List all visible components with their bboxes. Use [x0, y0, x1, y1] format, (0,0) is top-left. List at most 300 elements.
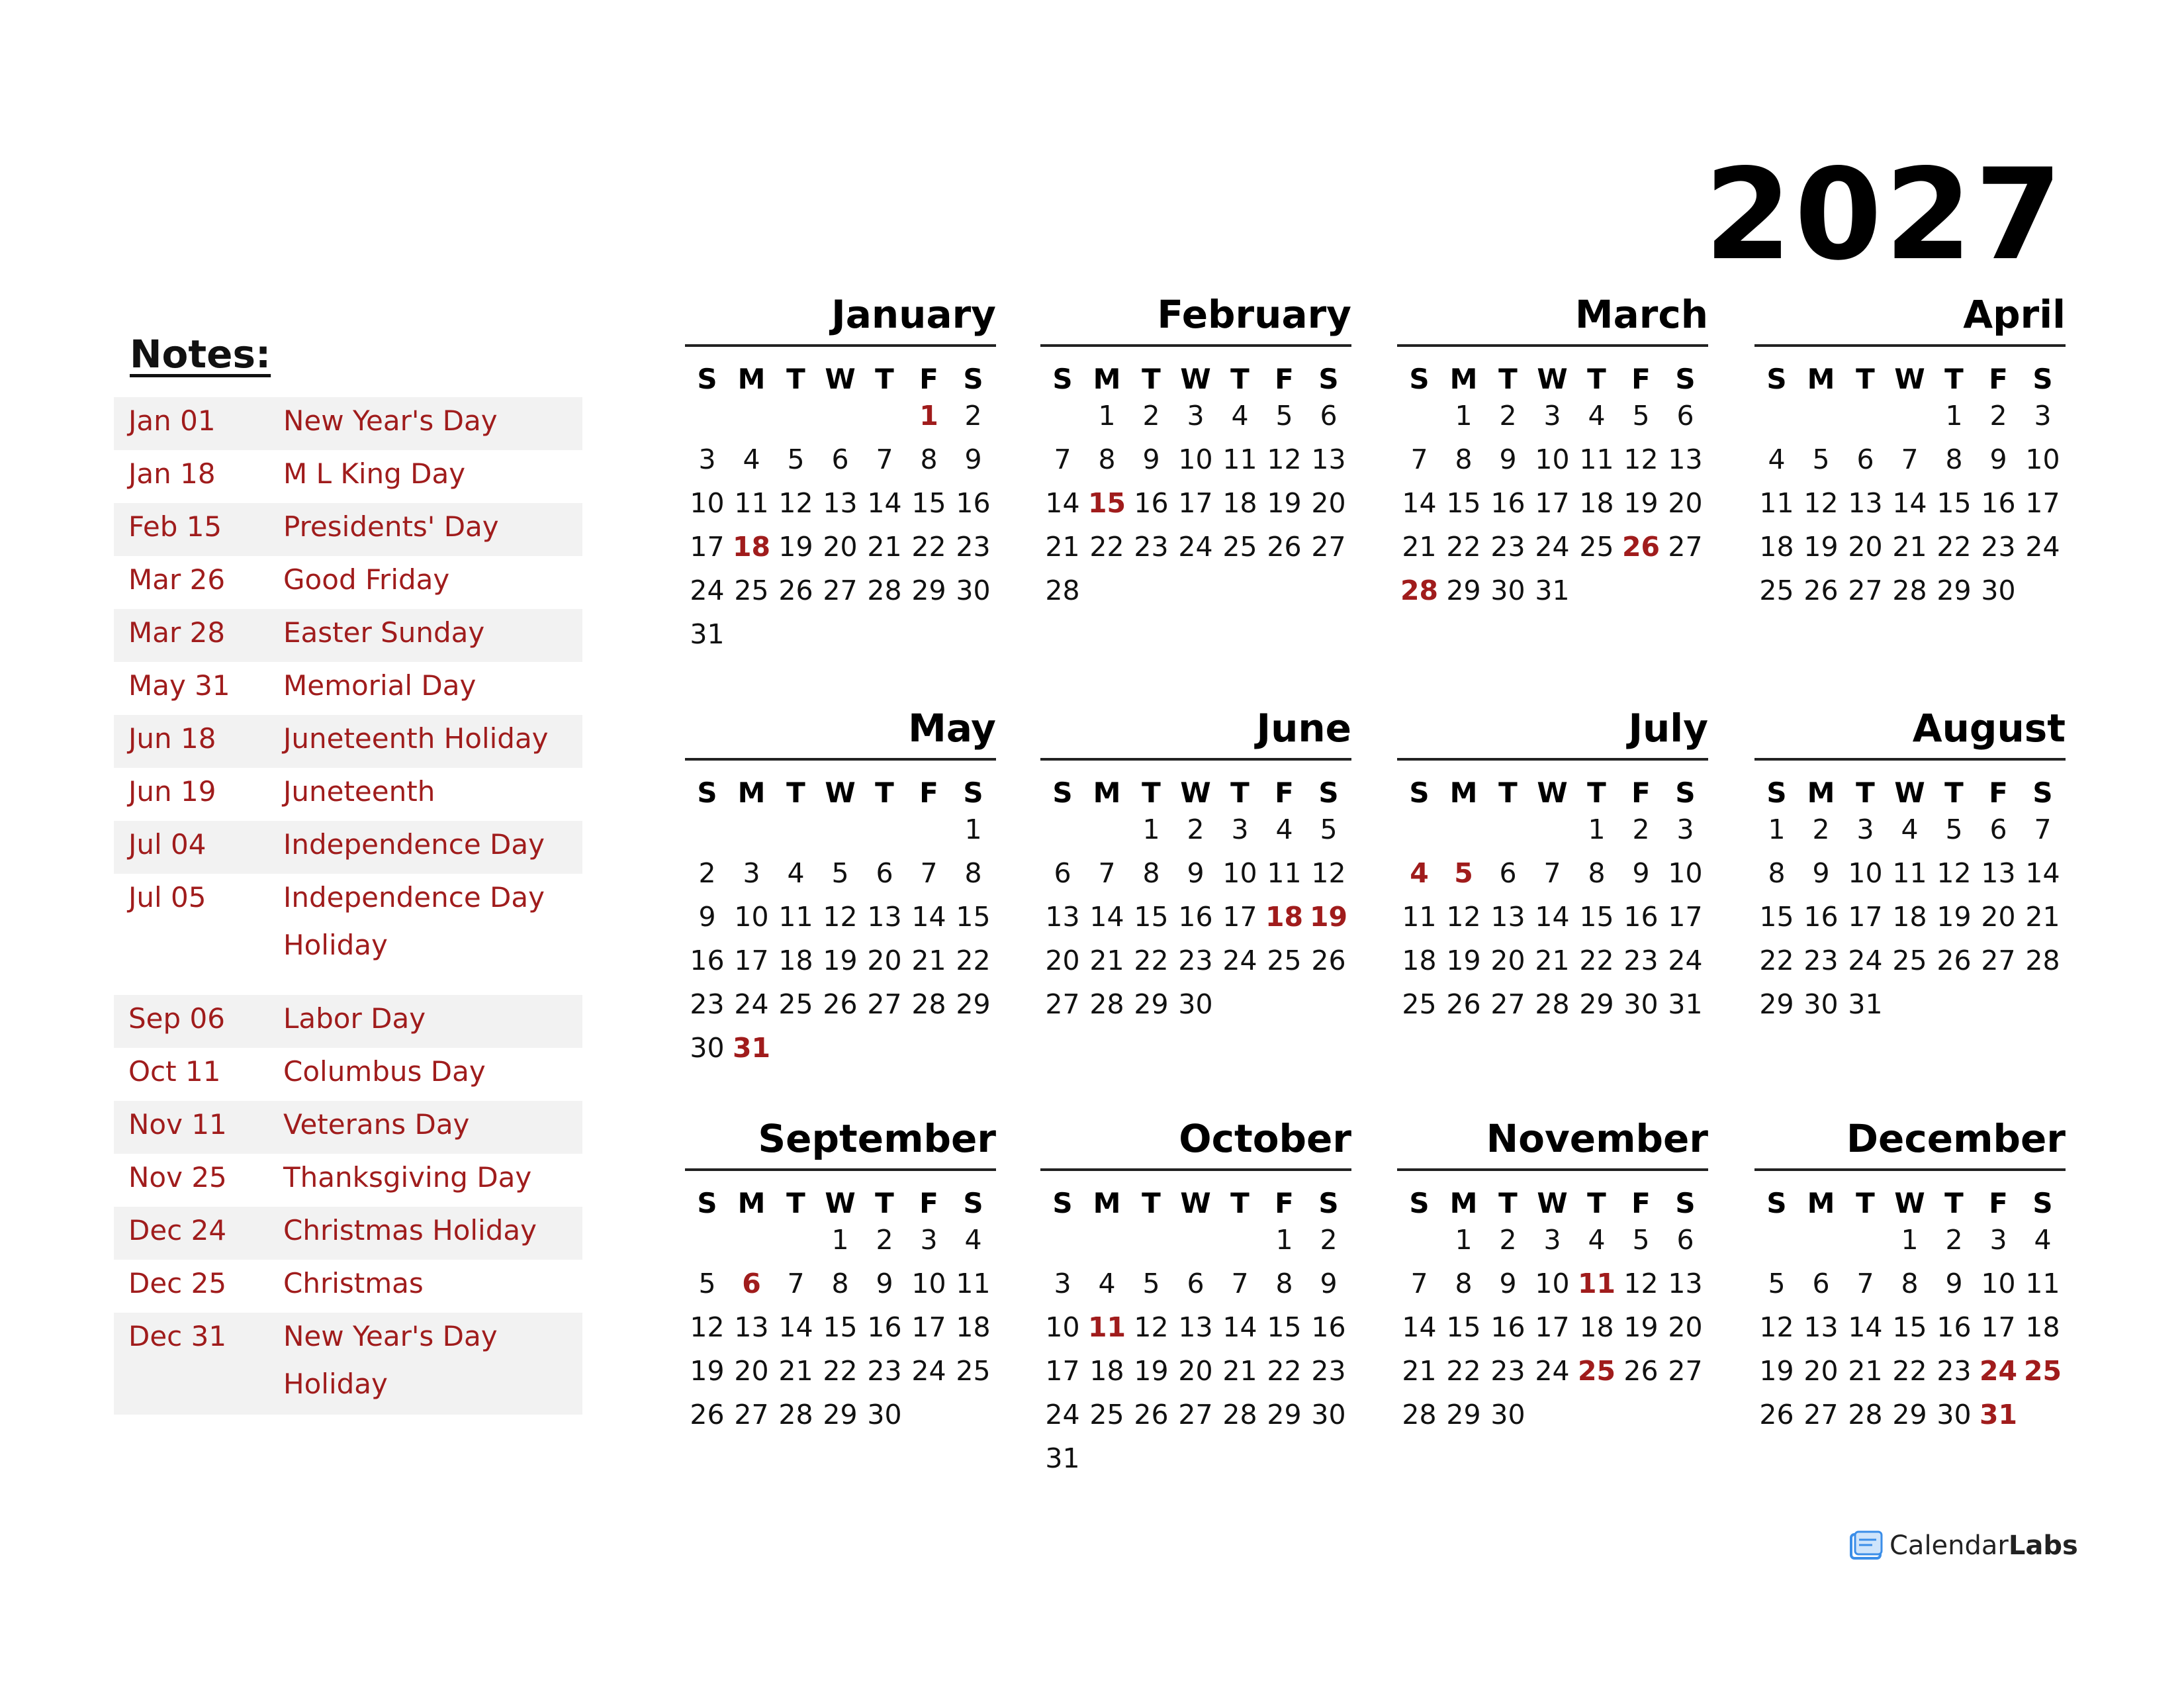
date-cell: 16	[1490, 1311, 1525, 1343]
date-cell: 14	[1402, 1311, 1437, 1343]
date-cell: 22	[1134, 945, 1169, 976]
date-cell: 2	[1989, 400, 2007, 432]
date-cell: 3	[1856, 814, 1874, 845]
note-row	[114, 662, 582, 715]
date-cell: 11	[1267, 857, 1302, 889]
weekday-header: W	[1537, 776, 1568, 809]
date-cell: 30	[1490, 575, 1525, 606]
date-cell: 7	[1410, 1268, 1428, 1299]
weekday-header: F	[1989, 1187, 2008, 1219]
weekday-header: F	[1631, 363, 1651, 395]
date-cell: 30	[1178, 988, 1213, 1020]
date-cell: 7	[1901, 444, 1919, 475]
date-cell: 12	[1446, 901, 1481, 933]
note-row	[114, 821, 582, 874]
date-cell: 25	[1892, 945, 1927, 976]
holiday-date-cell: 15	[1087, 487, 1126, 519]
weekday-header: S	[1318, 776, 1339, 809]
date-cell: 15	[1267, 1311, 1302, 1343]
date-cell: 14	[1535, 901, 1570, 933]
date-cell: 17	[1045, 1355, 1080, 1387]
date-cell: 25	[1579, 531, 1614, 563]
date-cell: 17	[690, 531, 725, 563]
date-cell: 28	[1535, 988, 1570, 1020]
date-cell: 5	[1142, 1268, 1160, 1299]
weekday-header: M	[1807, 363, 1835, 395]
date-cell: 15	[823, 1311, 858, 1343]
date-cell: 18	[778, 945, 813, 976]
date-cell: 22	[1446, 531, 1481, 563]
date-cell: 24	[690, 575, 725, 606]
note-date: Jan 18	[128, 457, 216, 490]
date-cell: 28	[2025, 945, 2060, 976]
month-divider	[1040, 758, 1351, 761]
date-cell: 7	[1856, 1268, 1874, 1299]
date-cell: 12	[1134, 1311, 1169, 1343]
note-date: Jun 18	[128, 722, 216, 755]
date-cell: 2	[1945, 1224, 1963, 1256]
date-cell: 9	[1320, 1268, 1338, 1299]
date-cell: 4	[1275, 814, 1293, 845]
weekday-header: T	[1856, 776, 1875, 809]
date-cell: 23	[690, 988, 725, 1020]
weekday-header: S	[1052, 776, 1073, 809]
date-cell: 19	[823, 945, 858, 976]
weekday-header: F	[1275, 363, 1294, 395]
date-cell: 8	[1945, 444, 1963, 475]
note-name: Memorial Day	[283, 669, 477, 702]
date-cell: 14	[778, 1311, 813, 1343]
note-date: Dec 24	[128, 1214, 227, 1246]
weekday-header: M	[1449, 776, 1478, 809]
date-cell: 2	[1499, 400, 1517, 432]
date-cell: 27	[1803, 1399, 1839, 1430]
date-cell: 27	[1668, 531, 1703, 563]
date-cell: 24	[1222, 945, 1257, 976]
date-cell: 31	[1848, 988, 1883, 1020]
date-cell: 16	[956, 487, 991, 519]
date-cell: 12	[1936, 857, 1972, 889]
date-cell: 13	[1803, 1311, 1839, 1343]
date-cell: 10	[1668, 857, 1703, 889]
month-divider	[1754, 1168, 2066, 1171]
weekday-header: W	[1894, 363, 1925, 395]
date-cell: 24	[1178, 531, 1213, 563]
date-cell: 19	[1267, 487, 1302, 519]
date-cell: 24	[1535, 1355, 1570, 1387]
note-date: Jul 04	[128, 828, 206, 861]
date-cell: 19	[1623, 487, 1659, 519]
note-name: New Year's Day Holiday	[283, 1320, 498, 1400]
date-cell: 19	[1759, 1355, 1794, 1387]
date-cell: 18	[1579, 1311, 1614, 1343]
weekday-header: S	[697, 363, 717, 395]
weekday-header: W	[825, 363, 856, 395]
date-cell: 21	[778, 1355, 813, 1387]
note-row	[114, 768, 582, 821]
date-cell: 2	[698, 857, 716, 889]
date-cell: 9	[1142, 444, 1160, 475]
holiday-date-cell: 26	[1621, 531, 1661, 563]
weekday-header: T	[1587, 363, 1606, 395]
date-cell: 28	[1089, 988, 1124, 1020]
weekday-header: W	[1894, 1187, 1925, 1219]
date-cell: 23	[1490, 1355, 1525, 1387]
month-name: August	[1912, 706, 2066, 751]
date-cell: 25	[1222, 531, 1257, 563]
weekday-header: S	[963, 1187, 983, 1219]
date-cell: 24	[911, 1355, 946, 1387]
weekday-header: F	[1989, 776, 2008, 809]
date-cell: 8	[1275, 1268, 1293, 1299]
note-row	[114, 1154, 582, 1207]
date-cell: 24	[734, 988, 769, 1020]
weekday-header: S	[2032, 363, 2053, 395]
date-cell: 13	[1311, 444, 1346, 475]
weekday-header: W	[1894, 776, 1925, 809]
date-cell: 18	[1759, 531, 1794, 563]
date-cell: 3	[1543, 400, 1561, 432]
weekday-header: F	[1275, 776, 1294, 809]
date-cell: 15	[1134, 901, 1169, 933]
date-cell: 3	[698, 444, 716, 475]
date-cell: 10	[911, 1268, 946, 1299]
note-row	[114, 397, 582, 450]
date-cell: 30	[1490, 1399, 1525, 1430]
date-cell: 8	[1901, 1268, 1919, 1299]
date-cell: 9	[698, 901, 716, 933]
note-row	[114, 1313, 582, 1415]
date-cell: 2	[1320, 1224, 1338, 1256]
note-row	[114, 1101, 582, 1154]
date-cell: 8	[1455, 444, 1473, 475]
note-name: Independence Day	[283, 828, 545, 861]
month-name: January	[831, 292, 996, 337]
date-cell: 6	[1054, 857, 1071, 889]
date-cell: 11	[1579, 444, 1614, 475]
date-cell: 30	[1623, 988, 1659, 1020]
date-cell: 30	[956, 575, 991, 606]
weekday-header: W	[1180, 776, 1211, 809]
weekday-header: S	[2032, 776, 2053, 809]
date-cell: 16	[1178, 901, 1213, 933]
note-row	[114, 1048, 582, 1101]
date-cell: 1	[1142, 814, 1160, 845]
date-cell: 6	[1856, 444, 1874, 475]
month-august	[1754, 705, 2066, 1036]
date-cell: 26	[1803, 575, 1839, 606]
date-cell: 28	[1848, 1399, 1883, 1430]
date-cell: 5	[1812, 444, 1830, 475]
weekday-header: S	[1409, 1187, 1430, 1219]
date-cell: 25	[956, 1355, 991, 1387]
date-cell: 27	[1045, 988, 1080, 1020]
holiday-date-cell: 11	[1577, 1268, 1616, 1299]
date-cell: 1	[1945, 400, 1963, 432]
date-cell: 23	[1936, 1355, 1972, 1387]
date-cell: 1	[1098, 400, 1116, 432]
month-march	[1397, 291, 1708, 622]
weekday-header: S	[2032, 1187, 2053, 1219]
holiday-date-cell: 4	[1410, 857, 1429, 889]
date-cell: 19	[1936, 901, 1972, 933]
weekday-header: S	[1318, 1187, 1339, 1219]
date-cell: 7	[2034, 814, 2052, 845]
date-cell: 4	[787, 857, 805, 889]
date-cell: 22	[1089, 531, 1124, 563]
date-cell: 27	[734, 1399, 769, 1430]
date-cell: 27	[1848, 575, 1883, 606]
date-cell: 4	[1588, 400, 1606, 432]
date-cell: 7	[1054, 444, 1071, 475]
date-cell: 26	[823, 988, 858, 1020]
date-cell: 28	[1402, 1399, 1437, 1430]
date-cell: 1	[1455, 400, 1473, 432]
weekday-header: S	[1052, 1187, 1073, 1219]
date-cell: 17	[1178, 487, 1213, 519]
date-cell: 12	[823, 901, 858, 933]
date-cell: 10	[734, 901, 769, 933]
date-cell: 7	[1098, 857, 1116, 889]
date-cell: 23	[1134, 531, 1169, 563]
date-cell: 1	[1768, 814, 1786, 845]
date-cell: 17	[1981, 1311, 2016, 1343]
note-row	[114, 1260, 582, 1313]
weekday-header: W	[1180, 1187, 1211, 1219]
note-name: Independence Day Holiday	[283, 881, 545, 961]
date-cell: 23	[1490, 531, 1525, 563]
date-cell: 24	[1848, 945, 1883, 976]
date-cell: 8	[964, 857, 982, 889]
date-cell: 19	[1803, 531, 1839, 563]
date-cell: 29	[823, 1399, 858, 1430]
weekday-header: T	[1856, 1187, 1875, 1219]
date-cell: 3	[1231, 814, 1249, 845]
note-row	[114, 556, 582, 609]
holiday-date-cell: 31	[732, 1032, 771, 1064]
date-cell: 21	[1402, 531, 1437, 563]
date-cell: 10	[1178, 444, 1213, 475]
date-cell: 19	[1446, 945, 1481, 976]
date-cell: 6	[1989, 814, 2007, 845]
date-cell: 7	[1543, 857, 1561, 889]
date-cell: 16	[1623, 901, 1659, 933]
date-cell: 20	[1311, 487, 1346, 519]
date-cell: 23	[867, 1355, 902, 1387]
date-cell: 9	[1812, 857, 1830, 889]
date-cell: 22	[1267, 1355, 1302, 1387]
date-cell: 25	[734, 575, 769, 606]
date-cell: 21	[1892, 531, 1927, 563]
date-cell: 20	[734, 1355, 769, 1387]
date-cell: 5	[1768, 1268, 1786, 1299]
weekday-header: M	[1093, 363, 1121, 395]
date-cell: 11	[1892, 857, 1927, 889]
date-cell: 27	[1311, 531, 1346, 563]
note-row	[114, 609, 582, 662]
date-cell: 28	[1892, 575, 1927, 606]
note-row	[114, 715, 582, 768]
date-cell: 30	[1936, 1399, 1972, 1430]
note-name: Labor Day	[283, 1002, 426, 1035]
date-cell: 23	[1311, 1355, 1346, 1387]
date-cell: 5	[1320, 814, 1338, 845]
weekday-header: W	[1537, 363, 1568, 395]
month-september	[685, 1115, 996, 1446]
month-name: July	[1628, 706, 1708, 751]
date-cell: 17	[1848, 901, 1883, 933]
date-cell: 6	[1187, 1268, 1205, 1299]
date-cell: 11	[1402, 901, 1437, 933]
date-cell: 20	[1668, 1311, 1703, 1343]
date-cell: 14	[1892, 487, 1927, 519]
date-cell: 17	[911, 1311, 946, 1343]
date-cell: 29	[1936, 575, 1972, 606]
date-cell: 4	[1588, 1224, 1606, 1256]
weekday-header: T	[1944, 776, 1964, 809]
date-cell: 1	[1275, 1224, 1293, 1256]
date-cell: 15	[1579, 901, 1614, 933]
weekday-header: T	[786, 1187, 805, 1219]
date-cell: 23	[1623, 945, 1659, 976]
weekday-header: M	[1449, 363, 1478, 395]
weekday-header: S	[1409, 776, 1430, 809]
date-cell: 3	[1187, 400, 1205, 432]
date-cell: 28	[778, 1399, 813, 1430]
date-cell: 20	[1045, 945, 1080, 976]
note-date: May 31	[128, 669, 230, 702]
weekday-header: S	[697, 776, 717, 809]
date-cell: 29	[1759, 988, 1794, 1020]
date-cell: 7	[1410, 444, 1428, 475]
date-cell: 8	[920, 444, 938, 475]
month-july	[1397, 705, 1708, 1036]
weekday-header: F	[919, 1187, 938, 1219]
date-cell: 9	[1499, 444, 1517, 475]
month-divider	[685, 758, 996, 761]
date-cell: 9	[964, 444, 982, 475]
date-cell: 6	[1676, 400, 1694, 432]
weekday-header: T	[1142, 776, 1161, 809]
holiday-date-cell: 25	[2023, 1355, 2062, 1387]
date-cell: 4	[964, 1224, 982, 1256]
date-cell: 15	[1446, 1311, 1481, 1343]
note-date: Jun 19	[128, 775, 216, 808]
date-cell: 16	[1490, 487, 1525, 519]
date-cell: 14	[2025, 857, 2060, 889]
date-cell: 22	[823, 1355, 858, 1387]
month-name: February	[1157, 292, 1351, 337]
date-cell: 14	[1089, 901, 1124, 933]
note-name: New Year's Day	[283, 404, 498, 437]
date-cell: 22	[956, 945, 991, 976]
weekday-header: W	[1537, 1187, 1568, 1219]
date-cell: 2	[964, 400, 982, 432]
weekday-header: F	[1989, 363, 2008, 395]
date-cell: 15	[956, 901, 991, 933]
date-cell: 17	[1535, 1311, 1570, 1343]
note-row	[114, 1456, 582, 1509]
date-cell: 10	[1045, 1311, 1080, 1343]
weekday-header: F	[1631, 776, 1651, 809]
date-cell: 28	[911, 988, 946, 1020]
weekday-header: M	[737, 1187, 766, 1219]
note-date: Nov 11	[128, 1108, 227, 1141]
date-cell: 26	[778, 575, 813, 606]
date-cell: 3	[1676, 814, 1694, 845]
weekday-header: F	[1275, 1187, 1294, 1219]
note-date: Sep 06	[128, 1002, 225, 1035]
brand-part1: Calendar	[1889, 1530, 2009, 1561]
month-divider	[1040, 344, 1351, 347]
date-cell: 8	[1142, 857, 1160, 889]
month-november	[1397, 1115, 1708, 1446]
date-cell: 17	[1222, 901, 1257, 933]
month-april	[1754, 291, 2066, 622]
date-cell: 14	[911, 901, 946, 933]
weekday-header: T	[1230, 363, 1250, 395]
date-cell: 4	[743, 444, 760, 475]
weekday-header: T	[1856, 363, 1875, 395]
date-cell: 11	[734, 487, 769, 519]
weekday-header: F	[1631, 1187, 1651, 1219]
holiday-date-cell: 31	[1979, 1399, 2018, 1430]
note-date: Dec 31	[128, 1320, 227, 1352]
month-name: March	[1574, 292, 1708, 337]
date-cell: 10	[1535, 444, 1570, 475]
date-cell: 16	[867, 1311, 902, 1343]
holiday-date-cell: 5	[1454, 857, 1473, 889]
date-cell: 22	[1446, 1355, 1481, 1387]
date-cell: 21	[1848, 1355, 1883, 1387]
date-cell: 28	[1222, 1399, 1257, 1430]
date-cell: 10	[1981, 1268, 2016, 1299]
month-divider	[1397, 1168, 1708, 1171]
date-cell: 3	[1054, 1268, 1071, 1299]
date-cell: 13	[1848, 487, 1883, 519]
note-name: Juneteenth Holiday	[283, 722, 549, 755]
date-cell: 19	[1134, 1355, 1169, 1387]
date-cell: 27	[867, 988, 902, 1020]
date-cell: 31	[1535, 575, 1570, 606]
note-date: Mar 28	[128, 616, 226, 649]
date-cell: 2	[1187, 814, 1205, 845]
calendarlabs-logo	[1850, 1526, 2078, 1566]
date-cell: 7	[787, 1268, 805, 1299]
weekday-header: S	[963, 776, 983, 809]
date-cell: 26	[1311, 945, 1346, 976]
calendar-logo-icon	[1850, 1530, 1884, 1561]
date-cell: 21	[1089, 945, 1124, 976]
date-cell: 25	[1402, 988, 1437, 1020]
month-may	[685, 705, 996, 1064]
date-cell: 29	[1579, 988, 1614, 1020]
date-cell: 31	[1045, 1442, 1080, 1474]
date-cell: 6	[1812, 1268, 1830, 1299]
weekday-header: T	[786, 776, 805, 809]
month-name: April	[1963, 292, 2066, 337]
month-october	[1040, 1115, 1351, 1474]
year-title: 2027	[1704, 142, 2065, 288]
date-cell: 26	[1446, 988, 1481, 1020]
date-cell: 26	[690, 1399, 725, 1430]
date-cell: 3	[1989, 1224, 2007, 1256]
date-cell: 5	[698, 1268, 716, 1299]
date-cell: 20	[823, 531, 858, 563]
date-cell: 29	[1267, 1399, 1302, 1430]
weekday-header: T	[1230, 776, 1250, 809]
date-cell: 21	[1045, 531, 1080, 563]
